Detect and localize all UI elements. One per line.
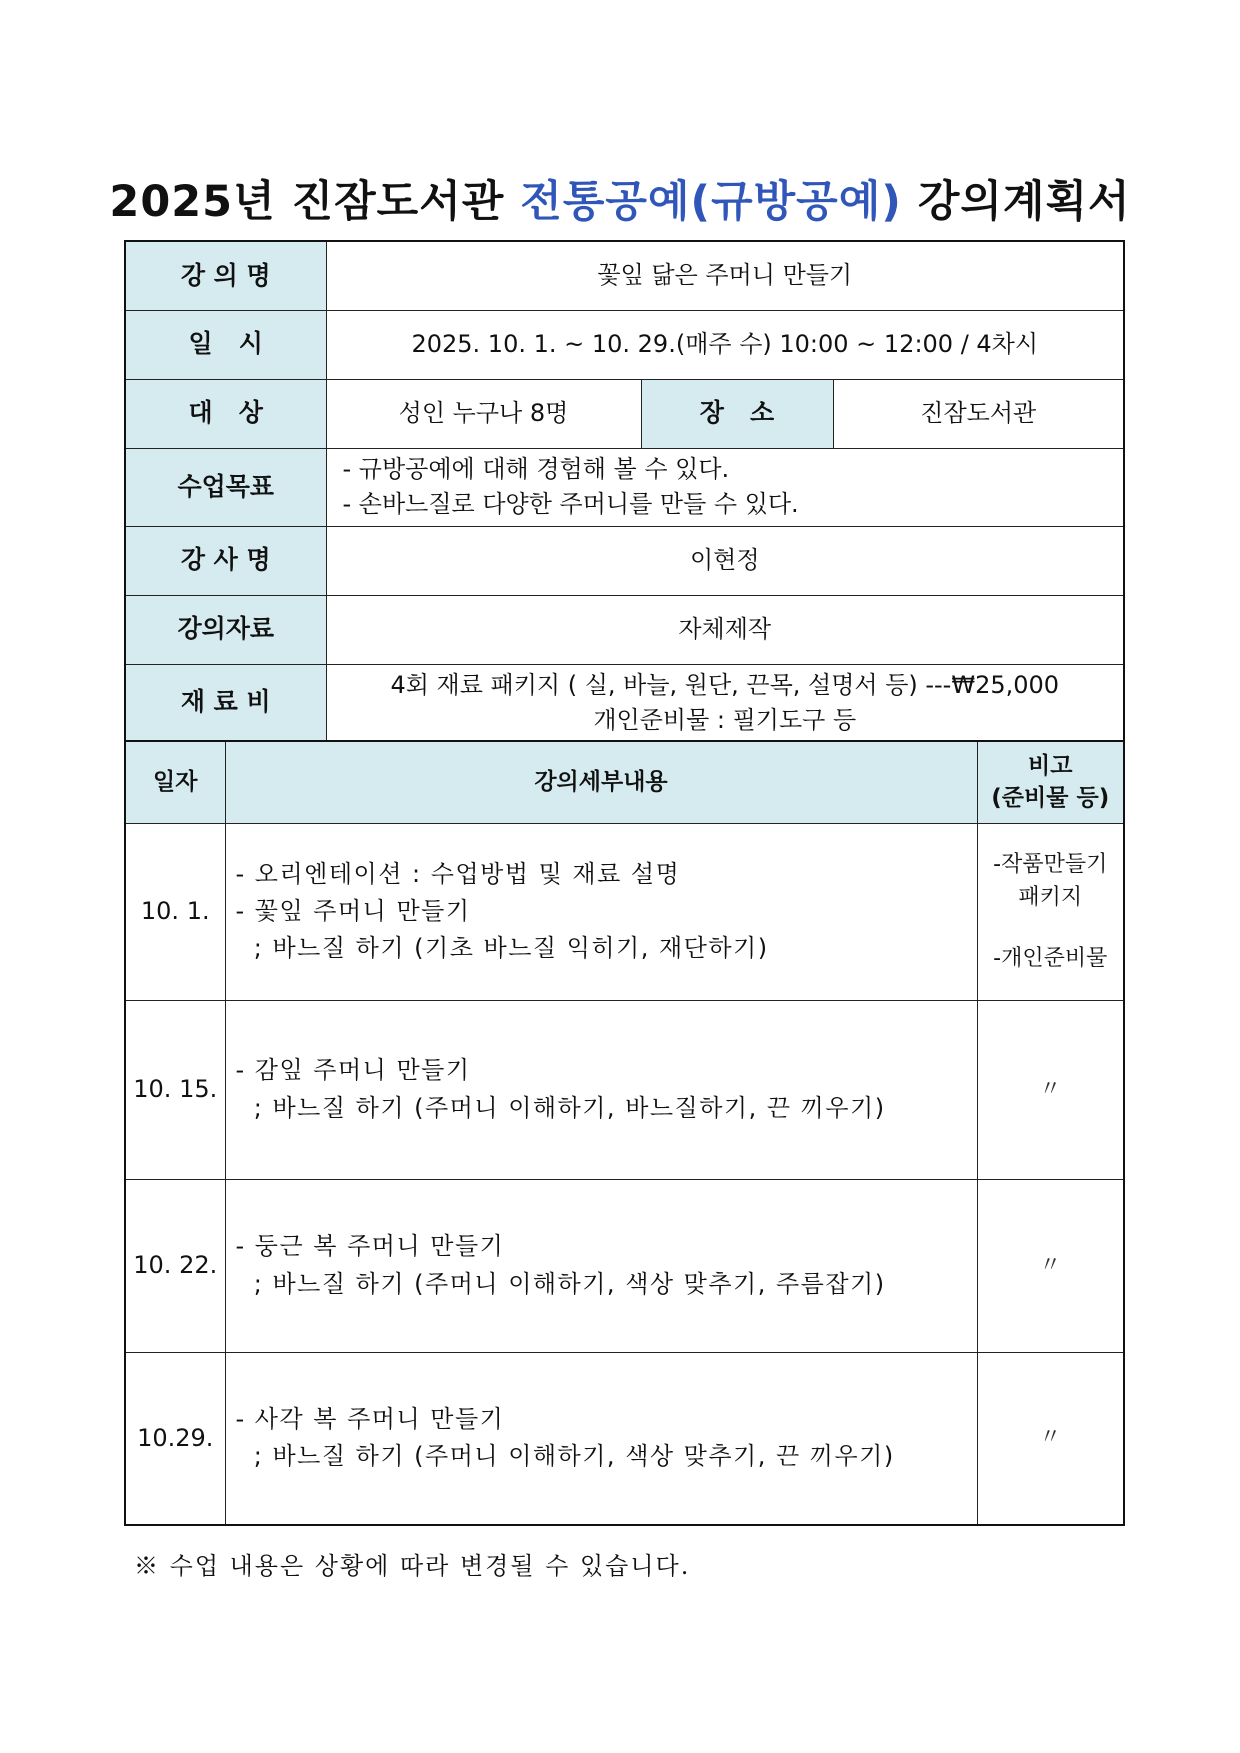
session-line: ; 바느질 하기 (기초 바느질 익히기, 재단하기)	[235, 934, 769, 963]
schedule-row	[125, 823, 1124, 1000]
header-remark-line: 비고	[1028, 753, 1073, 780]
course-name-row	[125, 241, 1124, 310]
date-row	[125, 310, 1124, 379]
date-label: 일 시	[125, 310, 326, 379]
ditto-mark: 〃	[977, 1179, 1124, 1352]
session-date: 10. 22.	[125, 1179, 225, 1352]
session-date: 10. 1.	[125, 823, 225, 1000]
goal-item: - 손바느질로 다양한 주머니를 만들 수 있다.	[342, 490, 799, 518]
materials-label: 강의자료	[125, 595, 326, 664]
place-label: 장 소	[641, 379, 833, 448]
fee-line: 4회 재료 패키지 ( 실, 바늘, 원단, 끈목, 설명서 등) ---₩25,000	[390, 670, 1060, 699]
title-prefix: 2025년 진잠도서관	[109, 177, 521, 227]
goal-item: - 규방공예에 대해 경험해 볼 수 있다.	[342, 455, 730, 484]
course-target: 성인 누구나 8명	[326, 379, 641, 448]
course-place: 진잠도서관	[833, 379, 1124, 448]
schedule-row	[125, 1352, 1124, 1525]
remark-line	[978, 914, 1124, 942]
session-line: ; 바느질 하기 (주머니 이해하기, 색상 맞추기, 끈 끼우기)	[235, 1442, 895, 1471]
session-content	[225, 823, 977, 1000]
session-line: ; 바느질 하기 (주머니 이해하기, 색상 맞추기, 주름잡기)	[235, 1269, 886, 1298]
schedule-row	[125, 1179, 1124, 1352]
session-content	[225, 1179, 977, 1352]
remark-line: 패키지	[1018, 885, 1083, 910]
session-content	[225, 1352, 977, 1525]
goal-list	[326, 448, 1124, 526]
remark-line: -개인준비물	[993, 946, 1108, 971]
instructor-row	[125, 526, 1124, 595]
fee-details	[326, 664, 1124, 741]
session-line: - 감잎 주머니 만들기	[235, 1056, 471, 1085]
session-line: ; 바느질 하기 (주머니 이해하기, 바느질하기, 끈 끼우기)	[235, 1093, 886, 1122]
instructor-label: 강 사 명	[125, 526, 326, 595]
course-materials: 자체제작	[326, 595, 1124, 664]
fee-line: 개인준비물 : 필기도구 등	[593, 705, 857, 734]
header-remark-line: (준비물 등)	[991, 785, 1110, 812]
session-date: 10. 15.	[125, 1000, 225, 1179]
fee-label: 재 료 비	[125, 664, 326, 741]
instructor-name: 이현정	[326, 526, 1124, 595]
fee-row	[125, 664, 1124, 741]
goal-row	[125, 448, 1124, 526]
ditto-mark: 〃	[977, 1000, 1124, 1179]
title-highlight: 전통공예(규방공예)	[520, 177, 902, 227]
course-name: 꽃잎 닮은 주머니 만들기	[326, 241, 1124, 310]
session-line: - 사각 복 주머니 만들기	[235, 1405, 505, 1434]
remark-line: -작품만들기	[993, 852, 1108, 877]
header-content: 강의세부내용	[225, 741, 977, 823]
footnote: ※ 수업 내용은 상황에 따라 변경될 수 있습니다.	[134, 1552, 691, 1580]
page-title	[0, 168, 1240, 229]
goal-label: 수업목표	[125, 448, 326, 526]
schedule-header-row	[125, 741, 1124, 823]
materials-row	[125, 595, 1124, 664]
schedule-table	[124, 740, 1125, 1526]
session-date: 10.29.	[125, 1352, 225, 1525]
ditto-mark: 〃	[977, 1352, 1124, 1525]
target-place-row	[125, 379, 1124, 448]
target-label: 대 상	[125, 379, 326, 448]
header-date: 일자	[125, 741, 225, 823]
title-suffix: 강의계획서	[901, 177, 1131, 227]
course-name-label: 강 의 명	[125, 241, 326, 310]
session-line: - 오리엔테이션 : 수업방법 및 재료 설명	[235, 859, 681, 888]
session-content	[225, 1000, 977, 1179]
header-remark	[977, 741, 1124, 823]
session-remark	[977, 823, 1124, 1000]
schedule-row	[125, 1000, 1124, 1179]
session-line: - 둥근 복 주머니 만들기	[235, 1232, 505, 1261]
course-date: 2025. 10. 1. ~ 10. 29.(매주 수) 10:00 ~ 12:00 / 4차시	[326, 310, 1124, 379]
course-info-table	[124, 240, 1125, 742]
session-line: - 꽃잎 주머니 만들기	[235, 896, 471, 925]
